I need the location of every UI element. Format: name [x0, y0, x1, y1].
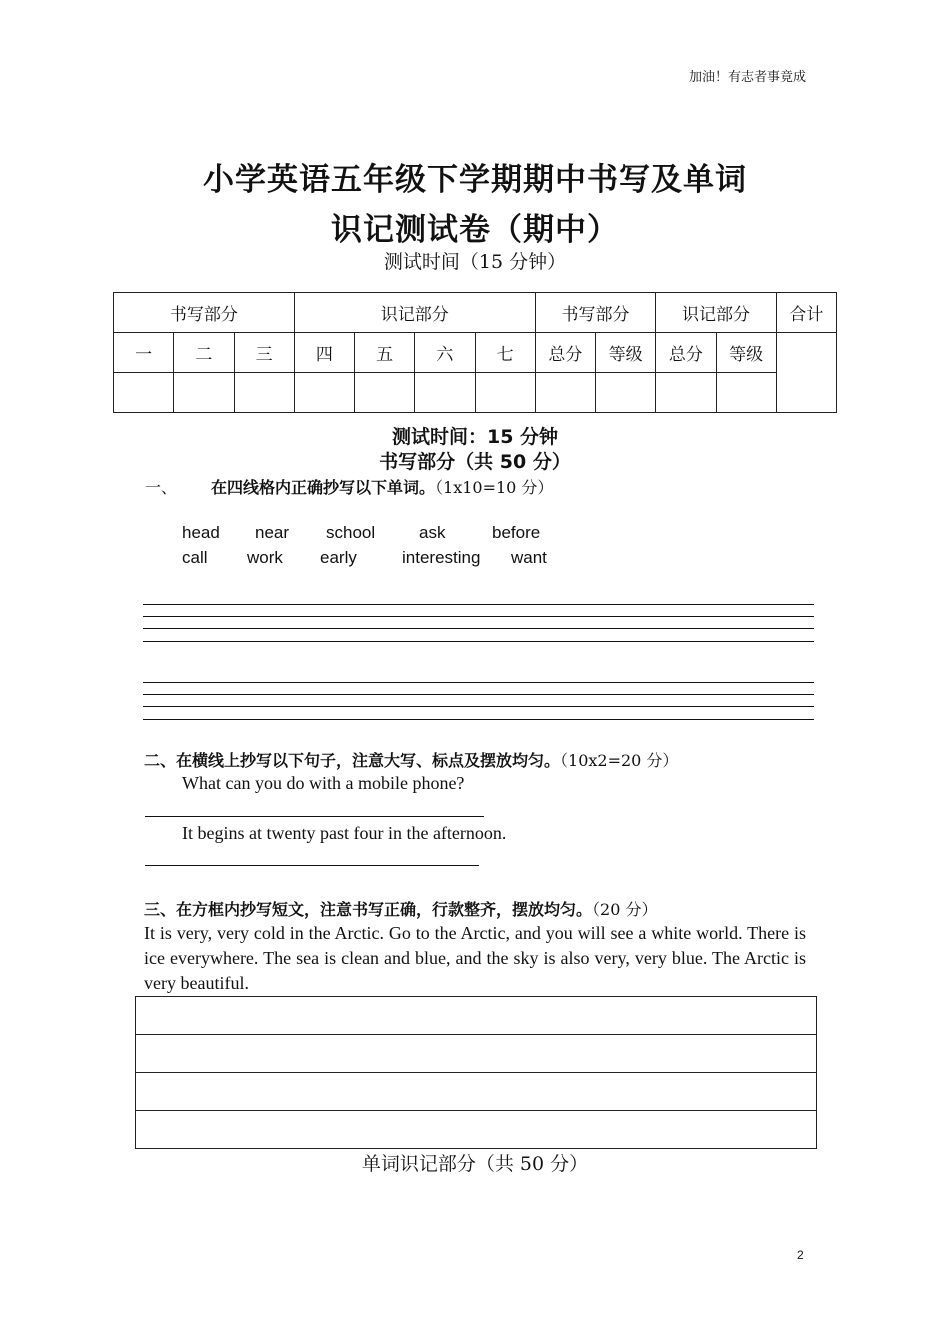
col-3: 三 [234, 333, 294, 373]
col-6: 六 [415, 333, 475, 373]
col-7: 七 [475, 333, 535, 373]
col-2: 二 [174, 333, 234, 373]
group-total: 合计 [776, 293, 836, 333]
q3-answer-box[interactable] [135, 996, 817, 1149]
col-4: 四 [294, 333, 354, 373]
score-cell[interactable] [174, 373, 234, 413]
word: school [326, 523, 376, 542]
q1-heading [211, 475, 553, 498]
writing-section-title: 书写部分（共 50 分） [379, 451, 571, 473]
word: head [182, 523, 220, 542]
grid-line [143, 719, 814, 720]
page-title-line1: 小学英语五年级下学期期中书写及单词 [203, 162, 747, 198]
col-writing-total: 总分 [535, 333, 595, 373]
grid-line [143, 628, 814, 629]
group-writing-2: 书写部分 [535, 293, 656, 333]
test-time: 测试时间：15 分钟 [391, 426, 559, 448]
q2-answer-line-2[interactable] [145, 865, 479, 866]
page-number: 2 [797, 1248, 804, 1262]
grid-line [143, 706, 814, 707]
answer-box-row [136, 1073, 816, 1111]
word: interesting [402, 548, 481, 567]
word: near [255, 523, 290, 542]
test-duration-subtitle: 测试时间（15 分钟） [383, 251, 567, 273]
q1-number: 一、 [145, 478, 178, 497]
answer-box-row [136, 1035, 816, 1073]
q3-heading [144, 897, 657, 920]
score-cell[interactable] [596, 373, 656, 413]
q2-sentence-1: What can you do with a mobile phone? [182, 773, 465, 793]
score-cell[interactable] [294, 373, 354, 413]
q1-points: （1x10=10 分） [435, 478, 554, 497]
q2-heading [144, 748, 678, 771]
score-column-row [114, 333, 837, 373]
q2-sentence-2: It begins at twenty past four in the afternoon. [182, 823, 507, 843]
grid-line [143, 604, 814, 605]
word: before [492, 523, 541, 542]
score-cell[interactable] [415, 373, 475, 413]
group-memory-1: 识记部分 [294, 293, 535, 333]
header-note: 加油！有志者事竟成 [688, 70, 806, 85]
q3-points: （20 分） [592, 900, 658, 919]
q2-points: （10x2=20 分） [560, 751, 679, 770]
word: ask [419, 523, 446, 542]
page-title-line2: 识记测试卷（期中） [331, 212, 619, 248]
group-writing-1: 书写部分 [114, 293, 295, 333]
q3-instruction: 三、在方框内抄写短文，注意书写正确，行款整齐，摆放均匀。 [144, 900, 593, 919]
col-memory-grade: 等级 [716, 333, 776, 373]
score-cell[interactable] [535, 373, 595, 413]
col-1: 一 [114, 333, 174, 373]
word: early [320, 548, 357, 567]
answer-box-row [136, 1111, 816, 1148]
answer-box-row [136, 997, 816, 1035]
col-writing-grade: 等级 [596, 333, 656, 373]
q2-instruction: 二、在横线上抄写以下句子，注意大写、标点及摆放均匀。 [144, 751, 561, 770]
q3-passage: It is very, very cold in the Arctic. Go to the Arctic, and you will see a white world. There is ice everywhere. The sea is clean and blue, and the sky is also very, very blue. The Arctic is very beautiful. [144, 923, 806, 993]
score-cell[interactable] [656, 373, 716, 413]
score-cell[interactable] [716, 373, 776, 413]
grid-line [143, 694, 814, 695]
total-score-cell[interactable] [776, 333, 836, 413]
col-memory-total: 总分 [656, 333, 716, 373]
score-cell[interactable] [475, 373, 535, 413]
score-table [113, 292, 837, 413]
word: work [247, 548, 283, 567]
grid-line [143, 641, 814, 642]
vocab-section-title: 单词识记部分（共 50 分） [361, 1153, 589, 1175]
grid-line [143, 616, 814, 617]
q1-instruction: 在四线格内正确抄写以下单词。 [211, 478, 436, 497]
score-cell[interactable] [234, 373, 294, 413]
score-entry-row [114, 373, 837, 413]
word: want [511, 548, 547, 567]
score-cell[interactable] [355, 373, 415, 413]
group-memory-2: 识记部分 [656, 293, 777, 333]
col-5: 五 [355, 333, 415, 373]
score-cell[interactable] [114, 373, 174, 413]
score-group-row [114, 293, 837, 333]
grid-line [143, 682, 814, 683]
word: call [182, 548, 208, 567]
q2-answer-line-1[interactable] [145, 816, 484, 817]
